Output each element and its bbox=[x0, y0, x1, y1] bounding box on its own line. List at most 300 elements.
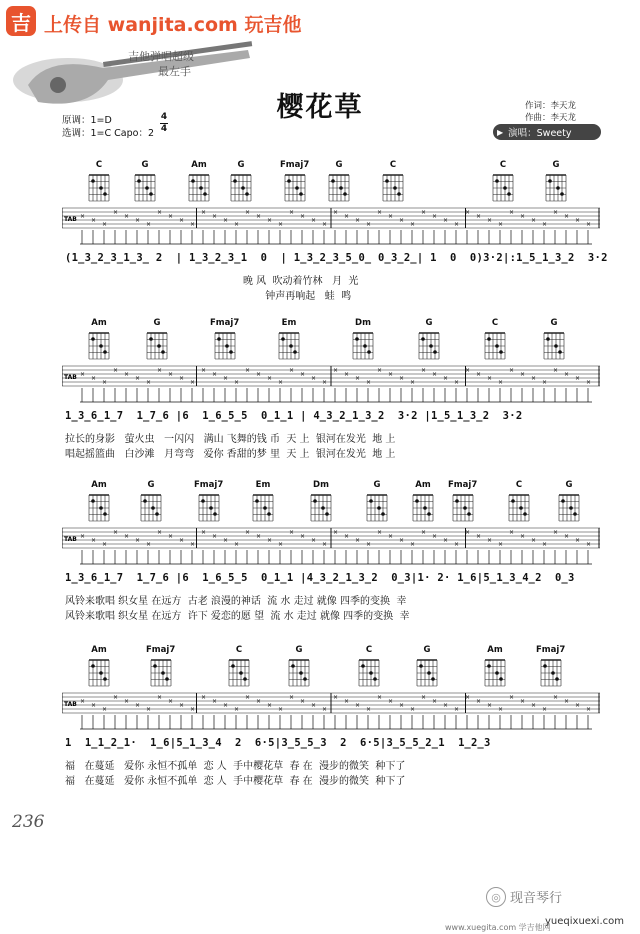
chord-grid-icon bbox=[138, 491, 164, 523]
chord-name: Dm bbox=[355, 318, 371, 328]
svg-text:×: × bbox=[333, 694, 339, 701]
svg-text:TAB: TAB bbox=[64, 374, 77, 381]
lyric-line-2: 唱起摇篮曲 白沙滩 月弯弯 爱你 香甜的梦 里 天 上 银河在发光 地 上 bbox=[65, 449, 396, 460]
chord-name: Fmaj7 bbox=[146, 645, 176, 655]
watermark-footer: www.xuegita.com 学吉他网 bbox=[445, 923, 551, 932]
svg-text:×: × bbox=[421, 209, 427, 216]
chord-diagram bbox=[194, 480, 223, 527]
svg-text:×: × bbox=[410, 221, 416, 228]
svg-text:×: × bbox=[190, 379, 196, 386]
svg-text:×: × bbox=[256, 213, 262, 220]
svg-text:TAB: TAB bbox=[64, 216, 77, 223]
composer: 作曲：李天龙 bbox=[525, 113, 577, 123]
chord-grid-icon bbox=[86, 171, 112, 203]
svg-text:×: × bbox=[157, 694, 163, 701]
site-logo-icon: 吉 bbox=[6, 6, 36, 36]
chord-diagram bbox=[186, 160, 212, 207]
svg-text:×: × bbox=[443, 702, 449, 709]
chord-grid-icon bbox=[286, 656, 312, 688]
svg-text:×: × bbox=[487, 702, 493, 709]
svg-text:×: × bbox=[542, 379, 548, 386]
chord-name: G bbox=[295, 645, 303, 655]
chord-diagram bbox=[506, 480, 532, 527]
svg-text:×: × bbox=[234, 221, 240, 228]
tab-staff bbox=[62, 689, 600, 737]
svg-text:×: × bbox=[179, 537, 185, 544]
svg-text:×: × bbox=[289, 529, 295, 536]
chord-grid-icon bbox=[490, 171, 516, 203]
chord-grid-icon bbox=[410, 491, 436, 523]
svg-text:×: × bbox=[377, 529, 383, 536]
svg-text:×: × bbox=[498, 541, 504, 548]
chord-diagram bbox=[286, 645, 312, 692]
lyric-line-1: 晚 风 吹动着竹林 月 光 bbox=[65, 276, 359, 287]
svg-text:×: × bbox=[256, 533, 262, 540]
svg-text:×: × bbox=[388, 698, 394, 705]
original-key: 原调：1=D bbox=[62, 115, 112, 126]
svg-text:×: × bbox=[586, 541, 592, 548]
svg-text:×: × bbox=[575, 537, 581, 544]
svg-text:×: × bbox=[212, 533, 218, 540]
svg-text:×: × bbox=[344, 213, 350, 220]
svg-text:×: × bbox=[212, 698, 218, 705]
wechat-icon: ◎ bbox=[486, 887, 506, 907]
chord-diagram bbox=[490, 160, 516, 207]
series-line1: 吉他弹唱超级 bbox=[128, 50, 194, 63]
lyric-line-2: 风铃来歌唱 织女星 在远方 许下 爱恋的愿 望 流 水 走过 就像 四季的变换 幸 bbox=[65, 611, 410, 622]
ts-bottom: 4 bbox=[160, 124, 168, 134]
svg-text:×: × bbox=[432, 371, 438, 378]
tab-staff bbox=[62, 204, 600, 252]
svg-text:×: × bbox=[487, 537, 493, 544]
svg-text:×: × bbox=[245, 367, 251, 374]
svg-text:×: × bbox=[498, 379, 504, 386]
chord-name: Am bbox=[415, 480, 431, 490]
svg-text:×: × bbox=[102, 706, 108, 713]
chord-diagram bbox=[536, 645, 565, 692]
svg-text:×: × bbox=[190, 541, 196, 548]
svg-text:×: × bbox=[267, 537, 273, 544]
chord-diagram bbox=[556, 480, 582, 527]
chord-grid-icon bbox=[144, 329, 170, 361]
svg-text:×: × bbox=[278, 706, 284, 713]
chord-name: C bbox=[389, 160, 397, 170]
singer-badge[interactable] bbox=[493, 124, 601, 140]
chord-grid-icon bbox=[132, 171, 158, 203]
chord-diagram bbox=[308, 480, 334, 527]
lyric-line-2: 福 在蔓延 爱你 永恒不孤单 恋 人 手中樱花草 春 在 漫步的微笑 种下了 bbox=[65, 776, 406, 787]
lyricist: 作词：李天龙 bbox=[525, 101, 577, 111]
svg-text:×: × bbox=[256, 698, 262, 705]
svg-text:×: × bbox=[179, 702, 185, 709]
svg-text:×: × bbox=[454, 221, 460, 228]
chord-name: Am bbox=[91, 480, 107, 490]
play-icon[interactable]: ▶ bbox=[497, 127, 504, 137]
lyric-line-1: 风铃来歌唱 织女星 在远方 古老 浪漫的神话 流 水 走过 就像 四季的变换 幸 bbox=[65, 596, 407, 607]
svg-text:×: × bbox=[410, 379, 416, 386]
svg-text:×: × bbox=[223, 217, 229, 224]
svg-text:×: × bbox=[179, 217, 185, 224]
svg-text:×: × bbox=[212, 371, 218, 378]
svg-text:×: × bbox=[487, 217, 493, 224]
svg-text:×: × bbox=[135, 217, 141, 224]
lyric-line-1: 拉长的身影 萤火虫 一闪闪 满山 飞舞的钱 币 天 上 银河在发光 地 上 bbox=[65, 434, 396, 445]
chord-name: Fmaj7 bbox=[536, 645, 566, 655]
svg-text:×: × bbox=[520, 213, 526, 220]
chord-grid-icon bbox=[308, 491, 334, 523]
svg-text:×: × bbox=[322, 706, 328, 713]
svg-text:×: × bbox=[399, 537, 405, 544]
svg-text:×: × bbox=[388, 371, 394, 378]
svg-text:×: × bbox=[245, 694, 251, 701]
lyric-line-2: 钟声再响起 蛙 鸣 bbox=[65, 291, 352, 302]
ts-top: 4 bbox=[160, 112, 168, 122]
chord-diagram bbox=[86, 160, 112, 207]
svg-text:×: × bbox=[388, 213, 394, 220]
svg-text:×: × bbox=[212, 213, 218, 220]
chord-grid-icon bbox=[482, 656, 508, 688]
svg-text:×: × bbox=[564, 698, 570, 705]
svg-text:×: × bbox=[553, 209, 559, 216]
svg-text:×: × bbox=[542, 541, 548, 548]
chord-diagram bbox=[146, 645, 175, 692]
svg-text:×: × bbox=[432, 698, 438, 705]
svg-text:×: × bbox=[575, 702, 581, 709]
svg-text:×: × bbox=[267, 217, 273, 224]
chord-name: G bbox=[237, 160, 245, 170]
chord-grid-icon bbox=[364, 491, 390, 523]
chord-name: G bbox=[550, 318, 558, 328]
chord-grid-icon bbox=[350, 329, 376, 361]
svg-text:×: × bbox=[476, 213, 482, 220]
svg-text:×: × bbox=[289, 694, 295, 701]
chord-grid-icon bbox=[482, 329, 508, 361]
chord-name: G bbox=[425, 318, 433, 328]
svg-text:×: × bbox=[80, 533, 86, 540]
chord-name: Em bbox=[281, 318, 297, 328]
svg-text:×: × bbox=[113, 694, 119, 701]
chord-name: G bbox=[335, 160, 343, 170]
chord-grid-icon bbox=[506, 491, 532, 523]
chord-name: G bbox=[552, 160, 560, 170]
chord-diagram bbox=[86, 318, 112, 365]
svg-text:×: × bbox=[278, 541, 284, 548]
chord-grid-icon bbox=[250, 491, 276, 523]
svg-text:×: × bbox=[168, 371, 174, 378]
chord-diagram bbox=[350, 318, 376, 365]
svg-text:×: × bbox=[179, 375, 185, 382]
svg-text:×: × bbox=[168, 533, 174, 540]
svg-text:×: × bbox=[333, 209, 339, 216]
svg-text:×: × bbox=[399, 217, 405, 224]
chord-grid-icon bbox=[414, 656, 440, 688]
svg-text:×: × bbox=[498, 706, 504, 713]
svg-text:×: × bbox=[531, 217, 537, 224]
chord-name: Fmaj7 bbox=[210, 318, 240, 328]
svg-text:×: × bbox=[333, 529, 339, 536]
site-url[interactable]: wanjita.com bbox=[107, 14, 238, 36]
svg-text:×: × bbox=[91, 375, 97, 382]
svg-text:×: × bbox=[542, 706, 548, 713]
jianpu-notation: 1̲3̲6̲1̲7 1̲7̲6 |6 1̲6̲5̲5 0̲1̲1 | 4̲3̲2̲1̲3̲2 3·2 |1̲5̲1̲3̲2 3·2 bbox=[65, 410, 523, 422]
chord-grid-icon bbox=[196, 491, 222, 523]
song-title: 樱花草 bbox=[276, 92, 364, 123]
svg-text:×: × bbox=[553, 529, 559, 536]
svg-text:×: × bbox=[201, 367, 207, 374]
svg-text:×: × bbox=[300, 533, 306, 540]
chord-name: G bbox=[153, 318, 161, 328]
svg-text:×: × bbox=[344, 698, 350, 705]
chord-grid-icon bbox=[282, 171, 308, 203]
site-banner bbox=[0, 0, 640, 42]
svg-text:×: × bbox=[553, 367, 559, 374]
chord-diagram bbox=[380, 160, 406, 207]
svg-text:×: × bbox=[245, 529, 251, 536]
svg-text:×: × bbox=[432, 213, 438, 220]
svg-text:×: × bbox=[366, 379, 372, 386]
svg-text:×: × bbox=[223, 375, 229, 382]
chord-diagram bbox=[86, 480, 112, 527]
svg-text:×: × bbox=[113, 367, 119, 374]
chord-diagram bbox=[250, 480, 276, 527]
svg-text:×: × bbox=[124, 371, 130, 378]
key-info bbox=[62, 114, 154, 140]
svg-text:×: × bbox=[102, 221, 108, 228]
svg-text:TAB: TAB bbox=[64, 536, 77, 543]
svg-text:×: × bbox=[322, 541, 328, 548]
chord-name: C bbox=[365, 645, 373, 655]
svg-text:×: × bbox=[454, 379, 460, 386]
svg-text:×: × bbox=[146, 541, 152, 548]
svg-text:×: × bbox=[410, 541, 416, 548]
svg-text:×: × bbox=[509, 367, 515, 374]
svg-text:×: × bbox=[245, 209, 251, 216]
chord-grid-icon bbox=[380, 171, 406, 203]
svg-text:×: × bbox=[531, 375, 537, 382]
svg-text:×: × bbox=[443, 537, 449, 544]
svg-text:×: × bbox=[80, 698, 86, 705]
chord-grid-icon bbox=[86, 329, 112, 361]
chord-diagram bbox=[482, 645, 508, 692]
svg-text:×: × bbox=[586, 706, 592, 713]
svg-text:×: × bbox=[377, 367, 383, 374]
chord-grid-icon bbox=[276, 329, 302, 361]
svg-text:×: × bbox=[124, 213, 130, 220]
svg-text:×: × bbox=[575, 375, 581, 382]
chord-diagram bbox=[86, 645, 112, 692]
svg-text:×: × bbox=[278, 379, 284, 386]
svg-text:×: × bbox=[234, 706, 240, 713]
svg-text:×: × bbox=[168, 213, 174, 220]
svg-text:×: × bbox=[520, 698, 526, 705]
chord-name: C bbox=[491, 318, 499, 328]
svg-text:×: × bbox=[267, 375, 273, 382]
site-name-text: 上传自 bbox=[44, 14, 102, 36]
chord-name: G bbox=[141, 160, 149, 170]
svg-text:×: × bbox=[157, 367, 163, 374]
svg-text:×: × bbox=[124, 698, 130, 705]
svg-text:×: × bbox=[91, 217, 97, 224]
svg-text:×: × bbox=[498, 221, 504, 228]
chord-diagram bbox=[416, 318, 442, 365]
chord-diagram bbox=[414, 645, 440, 692]
svg-text:×: × bbox=[443, 217, 449, 224]
chord-name: Am bbox=[91, 318, 107, 328]
credits bbox=[525, 100, 576, 124]
svg-text:×: × bbox=[124, 533, 130, 540]
svg-text:×: × bbox=[366, 541, 372, 548]
svg-text:×: × bbox=[146, 221, 152, 228]
svg-text:×: × bbox=[223, 702, 229, 709]
chord-diagram bbox=[543, 160, 569, 207]
svg-text:×: × bbox=[421, 529, 427, 536]
svg-text:×: × bbox=[487, 375, 493, 382]
chord-grid-icon bbox=[226, 656, 252, 688]
chord-grid-icon bbox=[556, 491, 582, 523]
svg-text:×: × bbox=[190, 221, 196, 228]
svg-text:×: × bbox=[421, 367, 427, 374]
chord-grid-icon bbox=[538, 656, 564, 688]
svg-text:×: × bbox=[146, 379, 152, 386]
chord-diagram bbox=[226, 645, 252, 692]
svg-text:×: × bbox=[300, 213, 306, 220]
svg-text:×: × bbox=[102, 379, 108, 386]
chord-name: C bbox=[235, 645, 243, 655]
svg-text:×: × bbox=[443, 375, 449, 382]
svg-text:×: × bbox=[520, 533, 526, 540]
site-name[interactable] bbox=[44, 10, 301, 37]
series-line2: 最左手 bbox=[158, 65, 191, 78]
chord-grid-icon bbox=[450, 491, 476, 523]
jianpu-notation: 1 1̲1̲2̲1· 1̲6|5̲1̲3̲4 2 6·5|3̲5̲5̲3 2 6·5|3̲5̲5̲2̲1 1̲2̲3 bbox=[65, 737, 491, 749]
time-signature bbox=[160, 114, 168, 133]
chord-name: C bbox=[515, 480, 523, 490]
svg-text:×: × bbox=[509, 529, 515, 536]
chord-name: Fmaj7 bbox=[280, 160, 310, 170]
svg-text:×: × bbox=[201, 209, 207, 216]
jianpu-notation: (1̲3̲2̲3̲1̲3̲ 2 | 1̲3̲2̲3̲1 0 | 1̲3̲2̲3̲5̲0̲ 0̲3̲2̲| 1 0 0)3·2|:1̲5̲1̲3̲2 3·2 bbox=[65, 252, 608, 264]
svg-text:×: × bbox=[564, 371, 570, 378]
chord-name: G bbox=[373, 480, 381, 490]
svg-text:×: × bbox=[542, 221, 548, 228]
chord-diagram bbox=[138, 480, 164, 527]
jianpu-notation: 1̲3̲6̲1̲7 1̲7̲6 |6 1̲6̲5̲5 0̲1̲1 |4̲3̲2̲1̲3̲2 0̲3|1· 2· 1̲6|5̲1̲3̲4̲2 0̲3 bbox=[65, 572, 575, 584]
chord-grid-icon bbox=[86, 491, 112, 523]
svg-text:×: × bbox=[146, 706, 152, 713]
svg-text:×: × bbox=[465, 209, 471, 216]
svg-text:×: × bbox=[201, 529, 207, 536]
svg-text:×: × bbox=[465, 694, 471, 701]
chord-grid-icon bbox=[86, 656, 112, 688]
svg-text:×: × bbox=[564, 533, 570, 540]
svg-text:×: × bbox=[267, 702, 273, 709]
svg-text:×: × bbox=[553, 694, 559, 701]
svg-text:×: × bbox=[465, 529, 471, 536]
chord-name: Em bbox=[255, 480, 271, 490]
chord-name: Fmaj7 bbox=[194, 480, 224, 490]
chord-grid-icon bbox=[326, 171, 352, 203]
chord-name: Dm bbox=[313, 480, 329, 490]
svg-text:×: × bbox=[234, 379, 240, 386]
chord-name: C bbox=[95, 160, 103, 170]
chord-name: C bbox=[499, 160, 507, 170]
svg-text:×: × bbox=[476, 533, 482, 540]
svg-text:TAB: TAB bbox=[64, 701, 77, 708]
svg-text:×: × bbox=[289, 367, 295, 374]
chord-diagram bbox=[132, 160, 158, 207]
chord-diagram bbox=[448, 480, 477, 527]
svg-text:×: × bbox=[322, 221, 328, 228]
chord-diagram bbox=[541, 318, 567, 365]
chord-grid-icon bbox=[212, 329, 238, 361]
chord-grid-icon bbox=[148, 656, 174, 688]
svg-text:×: × bbox=[300, 371, 306, 378]
svg-text:×: × bbox=[256, 371, 262, 378]
svg-text:×: × bbox=[135, 702, 141, 709]
chord-diagram bbox=[280, 160, 309, 207]
svg-text:×: × bbox=[520, 371, 526, 378]
svg-text:×: × bbox=[344, 533, 350, 540]
svg-text:×: × bbox=[454, 706, 460, 713]
tab-staff bbox=[62, 524, 600, 572]
chord-diagram bbox=[144, 318, 170, 365]
svg-text:×: × bbox=[377, 209, 383, 216]
svg-text:×: × bbox=[102, 541, 108, 548]
svg-text:×: × bbox=[80, 213, 86, 220]
svg-text:×: × bbox=[223, 537, 229, 544]
svg-text:×: × bbox=[201, 694, 207, 701]
svg-text:×: × bbox=[366, 706, 372, 713]
tab-staff bbox=[62, 362, 600, 410]
svg-text:×: × bbox=[586, 221, 592, 228]
svg-text:×: × bbox=[366, 221, 372, 228]
svg-text:×: × bbox=[135, 375, 141, 382]
svg-text:×: × bbox=[113, 209, 119, 216]
chord-name: G bbox=[147, 480, 155, 490]
svg-text:×: × bbox=[509, 694, 515, 701]
chord-name: G bbox=[565, 480, 573, 490]
svg-text:×: × bbox=[377, 694, 383, 701]
chord-grid-icon bbox=[186, 171, 212, 203]
svg-text:×: × bbox=[355, 217, 361, 224]
chord-name: Fmaj7 bbox=[448, 480, 478, 490]
chord-grid-icon bbox=[416, 329, 442, 361]
svg-text:×: × bbox=[586, 379, 592, 386]
svg-text:×: × bbox=[289, 209, 295, 216]
watermark-channel: 现音琴行 bbox=[510, 891, 563, 906]
svg-text:×: × bbox=[344, 371, 350, 378]
chord-diagram bbox=[276, 318, 302, 365]
svg-text:×: × bbox=[135, 537, 141, 544]
svg-text:×: × bbox=[157, 529, 163, 536]
svg-text:×: × bbox=[355, 375, 361, 382]
svg-text:×: × bbox=[399, 702, 405, 709]
page-number: 236 bbox=[12, 812, 45, 832]
svg-text:×: × bbox=[91, 537, 97, 544]
svg-text:×: × bbox=[421, 694, 427, 701]
chord-grid-icon bbox=[543, 171, 569, 203]
svg-text:×: × bbox=[531, 702, 537, 709]
svg-text:×: × bbox=[278, 221, 284, 228]
svg-text:×: × bbox=[465, 367, 471, 374]
watermark-site[interactable]: yueqixuexi.com bbox=[545, 916, 624, 927]
singer-text: 演唱：Sweety bbox=[508, 128, 572, 139]
svg-text:×: × bbox=[432, 533, 438, 540]
svg-text:×: × bbox=[333, 367, 339, 374]
svg-text:×: × bbox=[575, 217, 581, 224]
chord-diagram bbox=[326, 160, 352, 207]
svg-text:×: × bbox=[300, 698, 306, 705]
